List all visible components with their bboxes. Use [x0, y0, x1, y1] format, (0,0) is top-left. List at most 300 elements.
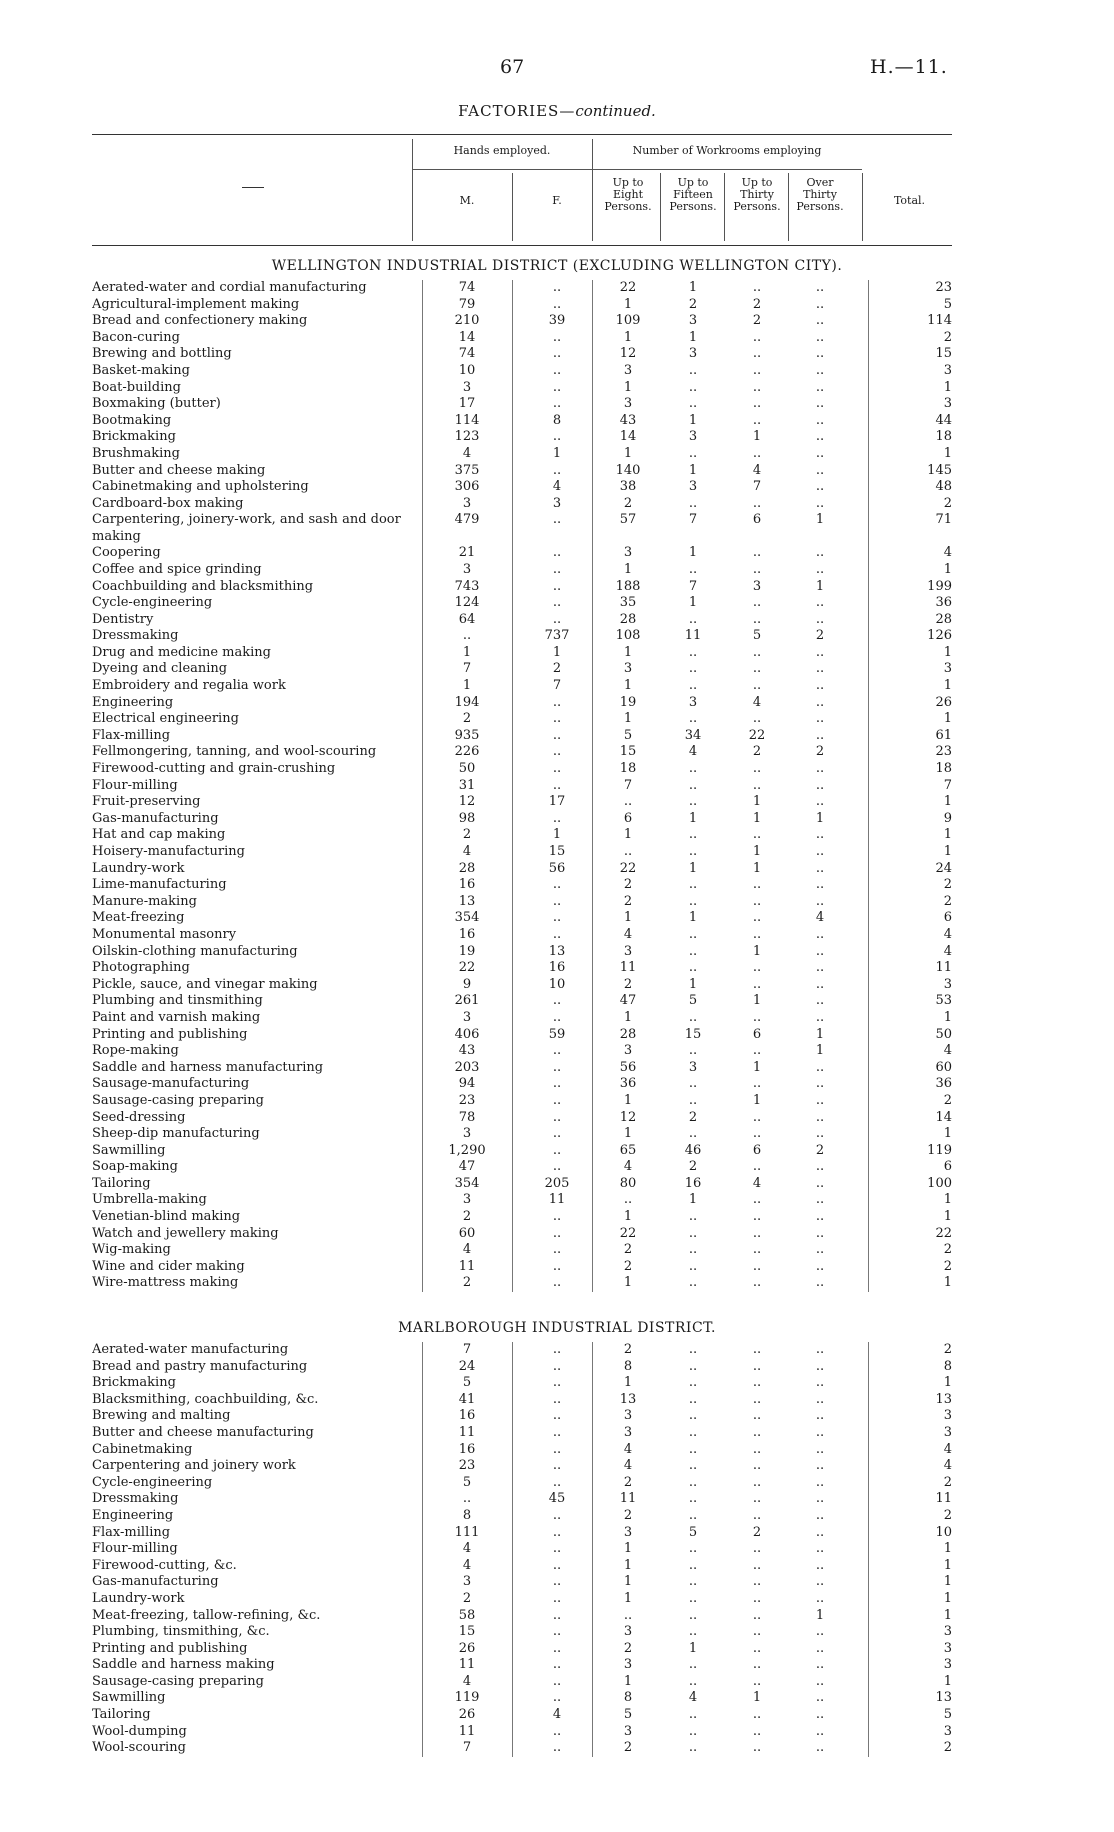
cell-w15: 4: [688, 1690, 698, 1706]
cell-f: ..: [552, 1076, 562, 1092]
cell-m: 11: [458, 1424, 476, 1440]
cell-w15: 46: [684, 1142, 702, 1158]
cell-f: 737: [544, 628, 570, 644]
cell-w30: 6: [752, 1142, 762, 1158]
table-row: [92, 1159, 952, 1176]
cell-f: ..: [552, 744, 562, 760]
cell-w15: 2: [688, 1109, 698, 1125]
cell-w8: ..: [623, 1192, 633, 1208]
cell-wo: ..: [815, 1673, 825, 1689]
cell-w15: ..: [688, 1441, 698, 1457]
cell-w15: ..: [688, 761, 698, 777]
cell-w15: ..: [688, 1275, 698, 1291]
cell-w8: ..: [623, 794, 633, 810]
cell-total: 1: [943, 1209, 952, 1225]
cell-total: 50: [935, 1026, 952, 1042]
industry-label: Brickmaking: [92, 429, 176, 445]
cell-w15: 1: [688, 1192, 698, 1208]
table-row: [92, 695, 952, 712]
table-row: [92, 330, 952, 347]
cell-f: ..: [552, 1109, 562, 1125]
page-title: [0, 102, 1114, 120]
cell-w8: 1: [623, 1557, 633, 1573]
industry-label: Laundry-work: [92, 1590, 185, 1606]
cell-w8: 36: [619, 1076, 637, 1092]
cell-wo: ..: [815, 1541, 825, 1557]
cell-w30: ..: [752, 1557, 762, 1573]
cell-m: 64: [458, 611, 476, 627]
cell-m: 4: [462, 1242, 472, 1258]
cell-total: 126: [927, 628, 952, 644]
cell-total: 2: [943, 1507, 952, 1523]
header-divider: [862, 173, 863, 241]
cell-w15: 1: [688, 976, 698, 992]
table-row: [92, 910, 952, 927]
cell-total: 9: [943, 810, 952, 826]
cell-f: 16: [548, 960, 566, 976]
cell-w8: 28: [619, 611, 637, 627]
cell-w8: 1: [623, 561, 633, 577]
industry-label: Dressmaking: [92, 1491, 179, 1507]
industry-label: Butter and cheese manufacturing: [92, 1424, 314, 1440]
cell-w30: ..: [752, 711, 762, 727]
cell-w15: ..: [688, 1424, 698, 1440]
cell-w8: 3: [623, 1524, 633, 1540]
cell-w15: ..: [688, 1541, 698, 1557]
cell-m: 123: [454, 429, 480, 445]
industry-label: Cabinetmaking: [92, 1441, 193, 1457]
cell-wo: ..: [815, 1590, 825, 1606]
cell-w15: 2: [688, 296, 698, 312]
table-row: [92, 1591, 952, 1608]
cell-f: ..: [552, 1059, 562, 1075]
cell-w15: ..: [688, 644, 698, 660]
industry-label: Coopering: [92, 545, 161, 561]
cell-wo: ..: [815, 943, 825, 959]
cell-total: 1: [943, 644, 952, 660]
cell-w8: 3: [623, 1424, 633, 1440]
cell-f: ..: [552, 1557, 562, 1573]
industry-label: Plumbing, tinsmithing, &c.: [92, 1624, 270, 1640]
cell-w8: 3: [623, 943, 633, 959]
cell-w8: 18: [619, 761, 637, 777]
cell-wo: ..: [815, 761, 825, 777]
cell-total: 2: [943, 495, 952, 511]
cell-w30: ..: [752, 1408, 762, 1424]
cell-m: 7: [462, 1740, 472, 1756]
cell-m: 19: [458, 943, 476, 959]
cell-m: ..: [462, 628, 472, 644]
up-to-thirty-header: Up to Thirty Persons.: [733, 176, 781, 213]
cell-total: 7: [943, 777, 952, 793]
cell-w8: 11: [619, 1491, 637, 1507]
industry-label: Saddle and harness manufacturing: [92, 1059, 324, 1075]
cell-total: 1: [943, 1541, 952, 1557]
cell-wo: ..: [815, 1507, 825, 1523]
cell-f: ..: [552, 1474, 562, 1490]
cell-f: ..: [552, 1458, 562, 1474]
industry-label: Tailoring: [92, 1175, 151, 1191]
table-row: [92, 1359, 952, 1376]
cell-w8: 2: [623, 1507, 633, 1523]
table-row: [92, 579, 952, 596]
cell-w30: 22: [748, 727, 766, 743]
table-row: [92, 512, 952, 545]
cell-w8: 2: [623, 893, 633, 909]
cell-w8: 15: [619, 744, 637, 760]
cell-total: 4: [943, 1458, 952, 1474]
cell-f: 56: [548, 860, 566, 876]
cell-total: 4: [943, 545, 952, 561]
cell-total: 3: [943, 976, 952, 992]
industry-label: Paint and varnish making: [92, 1009, 261, 1025]
cell-m: 3: [462, 561, 472, 577]
cell-f: ..: [552, 694, 562, 710]
cell-m: 306: [454, 479, 480, 495]
cell-w30: 1: [752, 844, 762, 859]
cell-w8: 14: [619, 429, 637, 445]
industry-label: Bacon-curing: [92, 329, 180, 345]
cell-wo: ..: [815, 844, 825, 859]
cell-total: 1: [943, 827, 952, 843]
page-number: 67: [500, 56, 525, 78]
section-title-marlborough: MARLBOROUGH INDUSTRIAL DISTRICT.: [398, 1320, 716, 1336]
cell-m: 1: [462, 644, 472, 660]
industry-label: Wig-making: [92, 1242, 171, 1258]
cell-m: 3: [462, 379, 472, 395]
cell-total: 5: [943, 296, 952, 312]
industry-label: Sawmilling: [92, 1690, 166, 1706]
cell-m: 1: [462, 678, 472, 694]
table-row: [92, 1491, 952, 1508]
industry-label: Gas-manufacturing: [92, 810, 219, 826]
column-rule: [512, 280, 513, 1292]
cell-f: ..: [552, 1009, 562, 1025]
cell-w15: ..: [688, 877, 698, 893]
cell-m: 9: [462, 976, 472, 992]
cell-f: 8: [552, 412, 562, 428]
cell-w15: ..: [688, 943, 698, 959]
cell-total: 1: [943, 1375, 952, 1391]
cell-w8: 1: [623, 296, 633, 312]
cell-f: ..: [552, 1524, 562, 1540]
cell-w15: ..: [688, 1458, 698, 1474]
cell-total: 36: [935, 1076, 952, 1092]
female-header: F.: [552, 194, 562, 207]
cell-f: ..: [552, 727, 562, 743]
cell-f: ..: [552, 346, 562, 362]
cell-f: ..: [552, 926, 562, 942]
column-rule: [422, 1342, 423, 1757]
cell-w30: ..: [752, 1159, 762, 1175]
cell-m: 98: [458, 810, 476, 826]
cell-wo: ..: [815, 694, 825, 710]
cell-m: 12: [458, 794, 476, 810]
cell-w15: 3: [688, 346, 698, 362]
cell-w15: 1: [688, 462, 698, 478]
cell-wo: ..: [815, 479, 825, 495]
cell-w30: ..: [752, 1441, 762, 1457]
cell-w30: ..: [752, 777, 762, 793]
cell-total: 114: [927, 313, 952, 329]
table-row: [92, 1143, 952, 1160]
cell-wo: ..: [815, 661, 825, 677]
cell-w8: 3: [623, 362, 633, 378]
cell-w15: ..: [688, 1607, 698, 1623]
cell-w30: ..: [752, 1657, 762, 1673]
cell-w30: 2: [752, 296, 762, 312]
industry-label: Coachbuilding and blacksmithing: [92, 578, 314, 594]
cell-f: ..: [552, 1092, 562, 1108]
cell-wo: ..: [815, 1225, 825, 1241]
cell-w8: 1: [623, 1126, 633, 1142]
cell-wo: ..: [815, 1740, 825, 1756]
cell-w8: 3: [623, 1624, 633, 1640]
cell-w8: 6: [623, 810, 633, 826]
cell-wo: ..: [815, 827, 825, 843]
industry-label: Embroidery and regalia work: [92, 678, 286, 694]
header-rule: [412, 169, 862, 170]
cell-w30: ..: [752, 1192, 762, 1208]
cell-total: 2: [943, 893, 952, 909]
cell-wo: ..: [815, 976, 825, 992]
cell-w30: ..: [752, 893, 762, 909]
cell-wo: ..: [815, 777, 825, 793]
table-row: [92, 960, 952, 977]
cell-m: 16: [458, 1441, 476, 1457]
cell-wo: ..: [815, 379, 825, 395]
cell-f: ..: [552, 362, 562, 378]
table-row: [92, 612, 952, 629]
cell-w8: 2: [623, 1474, 633, 1490]
cell-w8: 38: [619, 479, 637, 495]
cell-w15: ..: [688, 661, 698, 677]
industry-label: Boxmaking (butter): [92, 396, 221, 412]
cell-f: ..: [552, 810, 562, 826]
cell-w8: 1: [623, 1375, 633, 1391]
table-row: [92, 1176, 952, 1193]
cell-f: ..: [552, 711, 562, 727]
cell-f: 45: [548, 1491, 566, 1507]
cell-wo: ..: [815, 1076, 825, 1092]
cell-w30: 2: [752, 313, 762, 329]
table-row: [92, 1275, 952, 1292]
cell-w15: ..: [688, 1574, 698, 1590]
cell-w8: 11: [619, 960, 637, 976]
table-row: [92, 1126, 952, 1143]
table-row: [92, 894, 952, 911]
cell-w30: 6: [752, 1026, 762, 1042]
cell-m: 26: [458, 1707, 476, 1723]
industry-label: Laundry-work: [92, 860, 185, 876]
workrooms-header: Number of Workrooms employing: [632, 144, 822, 157]
cell-total: 4: [943, 926, 952, 942]
cell-m: 4: [462, 844, 472, 859]
cell-w15: ..: [688, 1342, 698, 1357]
cell-w15: 1: [688, 280, 698, 295]
cell-w8: 1: [623, 678, 633, 694]
cell-w15: 1: [688, 412, 698, 428]
table-row: [92, 877, 952, 894]
cell-w30: 1: [752, 794, 762, 810]
cell-f: 4: [552, 479, 562, 495]
cell-w30: 2: [752, 1524, 762, 1540]
cell-wo: ..: [815, 893, 825, 909]
industry-label: Saddle and harness making: [92, 1657, 275, 1673]
cell-w30: ..: [752, 1474, 762, 1490]
cell-m: 43: [458, 1043, 476, 1059]
cell-w30: ..: [752, 595, 762, 611]
cell-total: 71: [935, 512, 952, 528]
table-row: [92, 645, 952, 662]
cell-w8: 5: [623, 1707, 633, 1723]
cell-w8: 3: [623, 1043, 633, 1059]
industry-label: Bootmaking: [92, 412, 172, 428]
cell-m: 119: [454, 1690, 480, 1706]
table-row: [92, 1707, 952, 1724]
cell-wo: ..: [815, 1059, 825, 1075]
cell-total: 13: [935, 1690, 952, 1706]
cell-w8: 3: [623, 396, 633, 412]
cell-total: 3: [943, 396, 952, 412]
cell-total: 48: [935, 479, 952, 495]
cell-total: 2: [943, 1242, 952, 1258]
cell-f: ..: [552, 1590, 562, 1606]
industry-label: Wire-mattress making: [92, 1275, 239, 1291]
cell-total: 10: [935, 1524, 952, 1540]
cell-w30: ..: [752, 1607, 762, 1623]
cell-w15: ..: [688, 1126, 698, 1142]
cell-wo: ..: [815, 329, 825, 345]
cell-f: ..: [552, 1242, 562, 1258]
cell-wo: 1: [815, 810, 825, 826]
cell-f: ..: [552, 777, 562, 793]
cell-f: ..: [552, 561, 562, 577]
cell-w30: ..: [752, 1275, 762, 1291]
cell-w30: ..: [752, 611, 762, 627]
table-row: [92, 280, 952, 297]
cell-wo: ..: [815, 1209, 825, 1225]
cell-w15: ..: [688, 1358, 698, 1374]
cell-total: 1: [943, 1574, 952, 1590]
cell-w15: ..: [688, 777, 698, 793]
table-row: [92, 1209, 952, 1226]
industry-label: Brewing and bottling: [92, 346, 232, 362]
table-row: [92, 1442, 952, 1459]
cell-w15: ..: [688, 1043, 698, 1059]
table-row: [92, 1608, 952, 1625]
cell-f: ..: [552, 1258, 562, 1274]
table-row: [92, 1541, 952, 1558]
cell-w30: ..: [752, 1424, 762, 1440]
table-row: [92, 1641, 952, 1658]
cell-wo: ..: [815, 346, 825, 362]
industry-label: Engineering: [92, 1507, 174, 1523]
industry-label: Sheep-dip manufacturing: [92, 1126, 260, 1142]
cell-w30: 2: [752, 744, 762, 760]
cell-total: 23: [935, 280, 952, 295]
cell-w8: 4: [623, 1458, 633, 1474]
table-row: [92, 827, 952, 844]
cell-w30: ..: [752, 445, 762, 461]
cell-w30: 7: [752, 479, 762, 495]
table-row: [92, 363, 952, 380]
cell-wo: ..: [815, 1574, 825, 1590]
table-row: [92, 977, 952, 994]
up-to-eight-header: Up to Eight Persons.: [604, 176, 652, 213]
cell-total: 1: [943, 711, 952, 727]
header-divider: [412, 139, 413, 241]
cell-f: ..: [552, 1043, 562, 1059]
cell-w8: 188: [615, 578, 641, 594]
cell-total: 13: [935, 1391, 952, 1407]
cell-total: 11: [935, 960, 952, 976]
industry-label: Electrical engineering: [92, 711, 239, 727]
cell-w30: ..: [752, 976, 762, 992]
cell-wo: ..: [815, 1242, 825, 1258]
cell-total: 11: [935, 1491, 952, 1507]
industry-label: Wool-scouring: [92, 1740, 186, 1756]
cell-w15: 15: [684, 1026, 702, 1042]
cell-wo: ..: [815, 1524, 825, 1540]
cell-m: 3: [462, 1126, 472, 1142]
cell-m: 3: [462, 1192, 472, 1208]
cell-f: 205: [544, 1175, 570, 1191]
cell-w15: ..: [688, 1408, 698, 1424]
cell-total: 6: [943, 910, 952, 926]
cell-total: 3: [943, 661, 952, 677]
cell-f: ..: [552, 1126, 562, 1142]
cell-m: 226: [454, 744, 480, 760]
cell-m: 743: [454, 578, 480, 594]
cell-w8: 5: [623, 727, 633, 743]
cell-w15: 1: [688, 329, 698, 345]
cell-w8: ..: [623, 1607, 633, 1623]
industry-label: Firewood-cutting and grain-crushing: [92, 761, 336, 777]
male-header: M.: [459, 194, 475, 207]
table-row: [92, 479, 952, 496]
cell-m: 5: [462, 1474, 472, 1490]
cell-w30: 1: [752, 943, 762, 959]
cell-total: 5: [943, 1707, 952, 1723]
table-row: [92, 1525, 952, 1542]
hands-employed-header: Hands employed.: [453, 144, 551, 157]
cell-w15: ..: [688, 1375, 698, 1391]
title-continued: continued.: [575, 102, 656, 120]
header-stub-dash: [242, 187, 264, 188]
cell-w15: 1: [688, 860, 698, 876]
cell-f: ..: [552, 396, 562, 412]
cell-f: ..: [552, 280, 562, 295]
industry-label: Umbrella-making: [92, 1192, 207, 1208]
cell-w8: 2: [623, 1740, 633, 1756]
cell-w8: 22: [619, 1225, 637, 1241]
cell-w30: ..: [752, 1740, 762, 1756]
industry-label: Fellmongering, tanning, and wool-scouring: [92, 744, 377, 760]
cell-w8: 56: [619, 1059, 637, 1075]
cell-w15: ..: [688, 379, 698, 395]
cell-m: 13: [458, 893, 476, 909]
table-row: [92, 993, 952, 1010]
cell-wo: ..: [815, 926, 825, 942]
cell-wo: ..: [815, 993, 825, 1009]
cell-w30: ..: [752, 644, 762, 660]
cell-total: 3: [943, 1408, 952, 1424]
cell-w15: 1: [688, 810, 698, 826]
cell-w15: ..: [688, 495, 698, 511]
cell-w30: ..: [752, 1342, 762, 1357]
cell-total: 119: [927, 1142, 952, 1158]
